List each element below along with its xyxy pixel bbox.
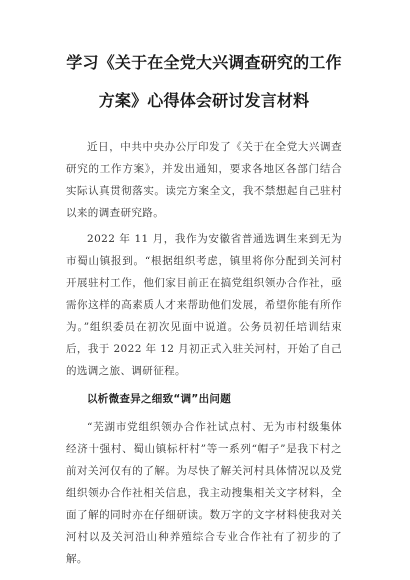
- document-body: [66, 136, 342, 570]
- paragraph: 2022 年 11 月，我作为安徽省普通选调生来到无为市蜀山镇报到。“根据组织考虑，镇里将你分配到关河村开展驻村工作，他们家目前正在搞党组织领办合作社，亟需你这样的高素质人才来帮助他们发展，希望你能有所作为。”组织委员在初次见面中说道。公务员初任培训结束后，我于 2022 年 12 月初正式入驻关河村，开始了自己的选调之旅、调研征程。: [66, 233, 342, 377]
- document-title: 学习《关于在全党大兴调查研究的工作方案》心得体会研讨发言材料: [66, 53, 342, 110]
- section-heading: 以析微查异之细致“调”出问题: [87, 393, 232, 405]
- paragraph: 近日，中共中央办公厅印发了《关于在全党大兴调查研究的工作方案》，并发出通知，要求各地区各部门结合实际认真贯彻落实。读完方案全文，我不禁想起自己驻村以来的调查研究路。: [66, 141, 342, 219]
- paragraph: “芜湖市党组织领办合作社试点村、无为市村级集体经济十强村、蜀山镇标杆村”等一系列“帽子”是我下村之前对关河仅有的了解。为尽快了解关河村具体情况以及党组织领办合作社相关信息，我主动搜集相关文字材料，全面了解的同时亦在仔细研读。数万字的文字材料使我对关河村以及关河沿山种养殖综合专业合作社有了初步的了解。: [66, 421, 342, 565]
